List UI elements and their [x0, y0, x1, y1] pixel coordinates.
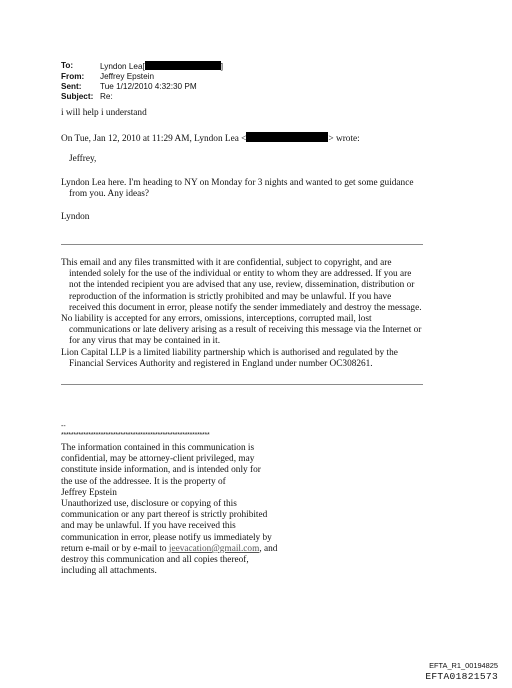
email-line-before: return e-mail or by e-mail to [61, 543, 169, 554]
disclaimer-line: for any virus that may be contained in it. [69, 336, 221, 347]
email-link[interactable]: jeevacation@gmail.com [168, 543, 260, 554]
quoted-line-2: from you. Any ideas? [69, 189, 150, 199]
disclaimer-line: Lion Capital LLP is a limited liability partnership which is authorised and regulated by the [61, 347, 398, 358]
star-divider: ************************************************************ [61, 432, 210, 439]
sent-label: Sent: [61, 82, 82, 91]
epstein-disclaimer [61, 443, 277, 577]
subject-value: Re: [100, 92, 113, 101]
subject-row [61, 92, 223, 102]
divider-rule [61, 384, 423, 385]
from-label: From: [61, 72, 85, 81]
disclaimer-line: intended solely for the use of the individual or entity to whom they are addressed. If you are [69, 269, 412, 280]
quoted-line-1: Lyndon Lea here. I'm heading to NY on Monday for 3 nights and wanted to get some guidance [61, 178, 414, 188]
bates-number-2: EFTA01821573 [425, 671, 498, 682]
disclaimer-line: communication in error, please notify us immediately by [61, 532, 272, 543]
to-name: Lyndon Lea[ [100, 62, 145, 71]
quote-intro-after: > wrote: [328, 134, 360, 144]
email-line-after: , and [259, 543, 278, 554]
quote-intro [61, 132, 360, 145]
disclaimer-line: Jeffrey Epstein [61, 487, 117, 498]
disclaimer-line: including all attachments. [61, 566, 157, 577]
email-line [61, 544, 277, 555]
to-row [61, 61, 223, 72]
reply-body: i will help i understand [61, 108, 147, 118]
disclaimer-line: Unauthorized use, disclosure or copying of this [61, 499, 237, 510]
quote-intro-before: On Tue, Jan 12, 2010 at 11:29 AM, Lyndon Lea < [61, 134, 247, 144]
disclaimer-line: confidential, may be attorney-client privileged, may [61, 454, 255, 465]
disclaimer-line: communication or any part thereof is strictly prohibited [61, 510, 268, 521]
disclaimer-line: and may be unlawful. If you have received this [61, 521, 236, 532]
quoted-greeting: Jeffrey, [69, 154, 97, 164]
disclaimer-line: the use of the addressee. It is the property of [61, 476, 226, 487]
signature-separator: -- [61, 423, 66, 430]
bates-number-1: EFTA_R1_00194825 [429, 661, 498, 670]
disclaimer-line: constitute inside information, and is intended only for [61, 465, 261, 476]
from-row [61, 72, 223, 82]
divider-rule [61, 244, 423, 245]
disclaimer-line: received this document in error, please notify the sender immediately and destroy the message. [69, 302, 422, 313]
sent-row [61, 82, 223, 92]
redaction-bar [246, 132, 328, 142]
to-end: ] [220, 62, 224, 71]
disclaimer-line: The information contained in this communication is [61, 443, 255, 453]
from-value: Jeffrey Epstein [100, 72, 155, 81]
to-value [100, 61, 223, 72]
quoted-signoff: Lyndon [61, 212, 90, 222]
disclaimer-line: This email and any files transmitted with it are confidential, subject to copyright, and are [61, 258, 392, 268]
subject-label: Subject: [61, 92, 94, 101]
disclaimer-line: not the intended recipient you are advised that any use, review, dissemination, distribution or [69, 280, 415, 291]
to-label: To: [61, 61, 74, 70]
disclaimer-line: reproduction of the information is strictly prohibited and may be unlawful. If you have [69, 291, 392, 302]
sent-value: Tue 1/12/2010 4:32:30 PM [100, 82, 197, 91]
disclaimer-line: communications or late delivery arising as a result of receiving this message via the Internet or [69, 325, 422, 336]
redaction-bar [145, 61, 224, 71]
disclaimer-line: destroy this communication and all copies thereof, [61, 555, 249, 566]
email-header [61, 61, 223, 102]
disclaimer-line: No liability is accepted for any errors, omissions, interceptions, corrupted mail, lost [61, 314, 372, 325]
disclaimer-line: Financial Services Authority and registered in England under number OC308261. [69, 358, 373, 369]
lion-disclaimer [61, 258, 422, 370]
